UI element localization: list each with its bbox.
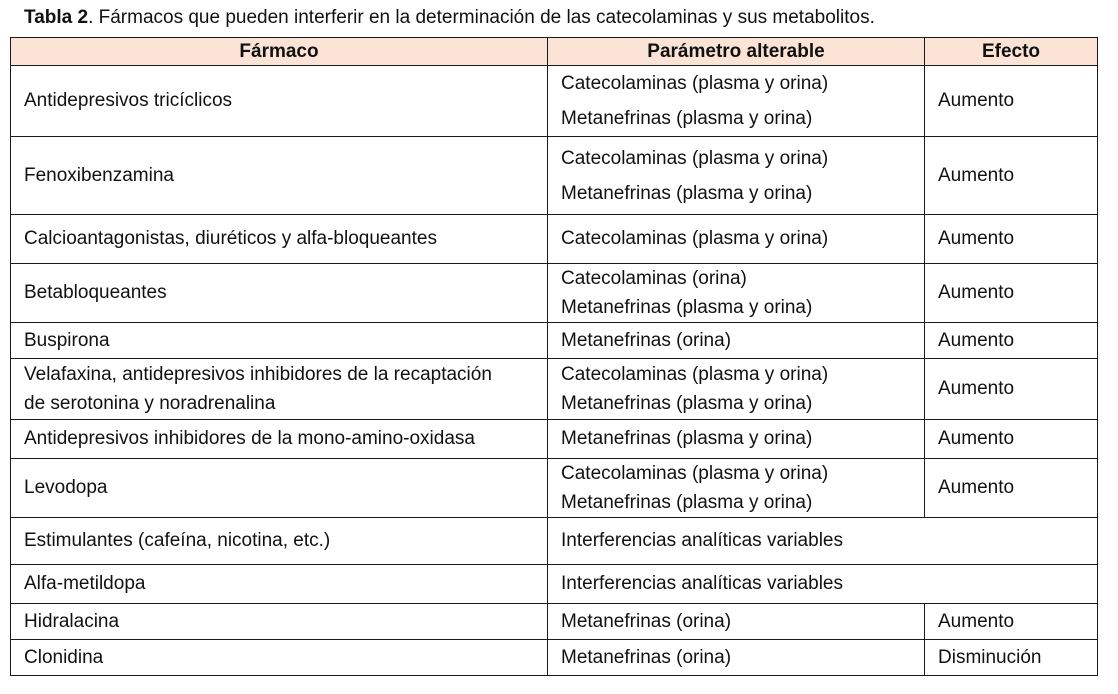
header-parameter: Parámetro alterable xyxy=(548,38,925,66)
parameter-line: Metanefrinas (plasma y orina) xyxy=(561,108,813,129)
table-row xyxy=(11,264,1098,323)
drug-name: de serotonina y noradrenalina xyxy=(24,393,276,414)
effect-cell: Aumento xyxy=(925,323,1098,359)
drug-interference-table xyxy=(10,37,1098,676)
header-effect: Efecto xyxy=(925,38,1098,66)
drug-cell xyxy=(11,565,548,604)
effect-cell: Aumento xyxy=(925,420,1098,459)
parameter-cell-merged xyxy=(548,565,1098,604)
drug-cell xyxy=(11,323,548,359)
parameter-line: Metanefrinas (orina) xyxy=(561,329,732,351)
table-row xyxy=(11,420,1098,459)
drug-name: Alfa-metildopa xyxy=(24,573,146,594)
effect-cell: Disminución xyxy=(925,640,1098,676)
parameter-line: Metanefrinas (plasma y orina) xyxy=(561,182,813,204)
parameter-line: Metanefrinas (plasma y orina) xyxy=(561,428,813,449)
parameter-line: Interferencias analíticas variables xyxy=(561,530,843,551)
drug-cell xyxy=(11,215,548,264)
parameter-cell xyxy=(548,640,925,676)
drug-name: Betabloqueantes xyxy=(24,282,167,303)
drug-name: Clonidina xyxy=(24,646,104,668)
table-row xyxy=(11,359,1098,420)
drug-cell xyxy=(11,264,548,323)
parameter-line: Metanefrinas (orina) xyxy=(561,646,732,668)
drug-cell xyxy=(11,137,548,215)
effect-cell: Aumento xyxy=(925,137,1098,215)
table-row xyxy=(11,137,1098,215)
parameter-cell xyxy=(548,66,925,137)
effect-cell: Aumento xyxy=(925,604,1098,640)
parameter-cell xyxy=(548,323,925,359)
effect-cell: Aumento xyxy=(925,264,1098,323)
parameter-cell xyxy=(548,359,925,420)
table-row xyxy=(11,565,1098,604)
drug-name: Estimulantes (cafeína, nicotina, etc.) xyxy=(24,530,331,551)
drug-cell xyxy=(11,518,548,565)
drug-cell xyxy=(11,604,548,640)
table-row xyxy=(11,640,1098,676)
parameter-cell xyxy=(548,604,925,640)
parameter-line: Catecolaminas (plasma y orina) xyxy=(561,228,829,249)
drug-name: Fenoxibenzamina xyxy=(24,164,174,186)
drug-name: Levodopa xyxy=(24,477,108,498)
parameter-cell xyxy=(548,459,925,518)
caption-text: . Fármacos que pueden interferir en la determinación de las catecolaminas y sus metabolitos. xyxy=(88,7,875,28)
parameter-line: Metanefrinas (plasma y orina) xyxy=(561,297,813,318)
parameter-line: Catecolaminas (orina) xyxy=(561,268,747,289)
drug-name: Buspirona xyxy=(24,329,110,351)
effect-cell: Aumento xyxy=(925,459,1098,518)
parameter-line: Catecolaminas (plasma y orina) xyxy=(561,147,829,169)
effect-cell: Aumento xyxy=(925,66,1098,137)
drug-cell xyxy=(11,640,548,676)
caption-label: Tabla 2 xyxy=(24,7,89,28)
table-row xyxy=(11,215,1098,264)
parameter-cell xyxy=(548,215,925,264)
drug-cell xyxy=(11,420,548,459)
drug-name: Hidralacina xyxy=(24,610,120,632)
parameter-line: Metanefrinas (orina) xyxy=(561,610,732,632)
parameter-line: Interferencias analíticas variables xyxy=(561,573,843,594)
parameter-line: Metanefrinas (plasma y orina) xyxy=(561,393,813,414)
effect-cell: Aumento xyxy=(925,359,1098,420)
drug-name: Velafaxina, antidepresivos inhibidores de la recaptación xyxy=(24,364,492,385)
parameter-line: Catecolaminas (plasma y orina) xyxy=(561,463,829,484)
drug-name: Antidepresivos tricíclicos xyxy=(24,90,233,111)
table-row xyxy=(11,323,1098,359)
drug-name: Antidepresivos inhibidores de la mono-amino-oxidasa xyxy=(24,428,475,449)
table-row xyxy=(11,604,1098,640)
drug-name: Calcioantagonistas, diuréticos y alfa-bloqueantes xyxy=(24,228,437,249)
drug-cell xyxy=(11,459,548,518)
parameter-line: Catecolaminas (plasma y orina) xyxy=(561,364,829,385)
parameter-cell xyxy=(548,137,925,215)
table-caption xyxy=(24,7,875,29)
drug-cell xyxy=(11,359,548,420)
parameter-line: Metanefrinas (plasma y orina) xyxy=(561,492,813,513)
table-row xyxy=(11,459,1098,518)
effect-cell: Aumento xyxy=(925,215,1098,264)
parameter-line: Catecolaminas (plasma y orina) xyxy=(561,73,829,94)
drug-cell xyxy=(11,66,548,137)
parameter-cell-merged xyxy=(548,518,1098,565)
table-row xyxy=(11,518,1098,565)
parameter-cell xyxy=(548,264,925,323)
table-row xyxy=(11,66,1098,137)
parameter-cell xyxy=(548,420,925,459)
header-drug: Fármaco xyxy=(11,38,548,66)
table-header-row xyxy=(11,38,1098,66)
